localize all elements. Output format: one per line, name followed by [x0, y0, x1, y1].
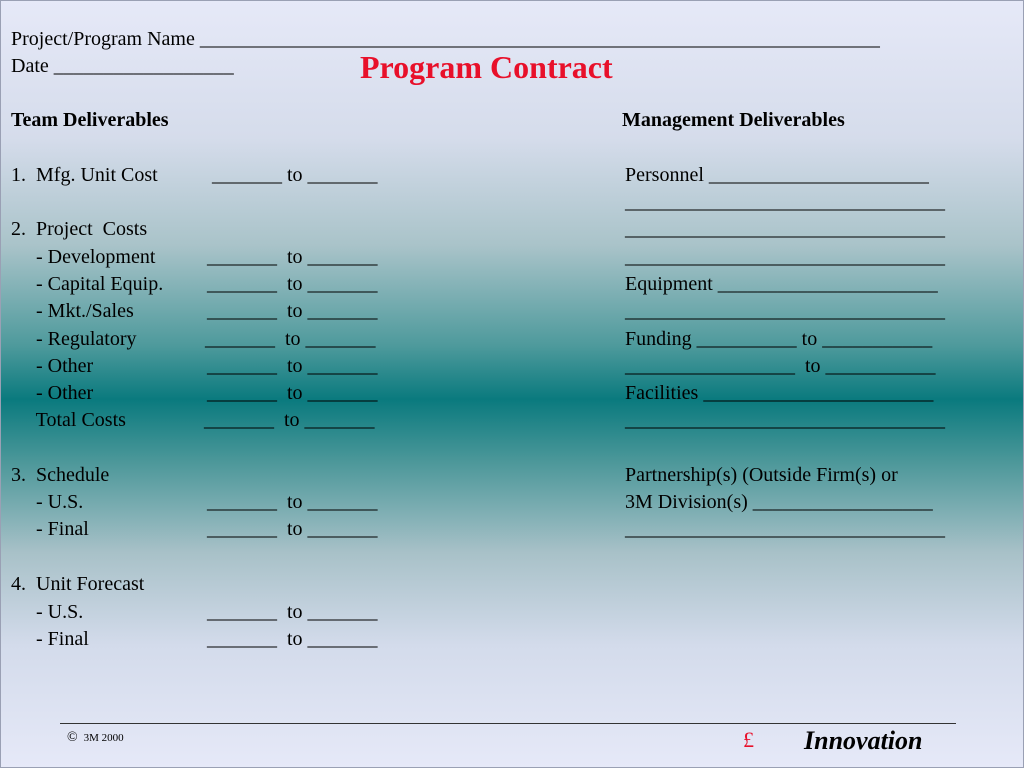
team-item-label: - Final: [11, 518, 89, 540]
project-name-line: Project/Program Name ____________________________________________________________________: [11, 28, 880, 50]
team-item-label: Total Costs: [11, 409, 126, 431]
team-item-label: - Mkt./Sales: [11, 300, 134, 322]
team-item-label: 4. Unit Forecast: [11, 573, 145, 595]
team-item-range: _______ to _______: [207, 246, 378, 268]
management-line: ________________________________: [625, 300, 945, 322]
management-line: Personnel ______________________: [625, 164, 929, 186]
management-line: Partnership(s) (Outside Firm(s) or: [625, 464, 898, 486]
management-line: ________________________________: [625, 191, 945, 213]
management-line: Equipment ______________________: [625, 273, 938, 295]
management-line: ________________________________: [625, 218, 945, 240]
team-item-range: _______ to _______: [207, 382, 378, 404]
team-deliverables-heading: Team Deliverables: [11, 109, 169, 131]
management-line: Funding __________ to ___________: [625, 328, 933, 350]
team-item-range: _______ to _______: [212, 164, 378, 186]
team-item-range: _______ to _______: [207, 273, 378, 295]
management-line: 3M Division(s) __________________: [625, 491, 933, 513]
copyright-notice: [67, 731, 124, 745]
brand-tagline: Innovation: [804, 726, 923, 755]
team-item-label: - Regulatory: [11, 328, 137, 350]
team-item-label: - U.S.: [11, 491, 84, 513]
team-item-range: _______ to _______: [207, 300, 378, 322]
management-deliverables-heading: Management Deliverables: [622, 109, 845, 131]
copyright-text: 3M 2000: [83, 732, 124, 744]
management-line: Facilities _______________________: [625, 382, 934, 404]
footer-rule: [60, 723, 956, 724]
team-item-range: _______ to _______: [204, 409, 375, 431]
team-item-range: _______ to _______: [207, 518, 378, 540]
team-item-range: _______ to _______: [207, 601, 378, 623]
team-item-label: - Development: [11, 246, 156, 268]
copyright-symbol-icon: ©: [67, 730, 78, 745]
team-item-label: 3. Schedule: [11, 464, 110, 486]
management-line: _________________ to ___________: [625, 355, 936, 377]
page-title: Program Contract: [360, 49, 613, 85]
team-item-range: _______ to _______: [205, 328, 376, 350]
team-item-range: _______ to _______: [207, 355, 378, 377]
team-item-label: - Other: [11, 355, 94, 377]
date-line: Date __________________: [11, 55, 234, 77]
management-line: ________________________________: [625, 518, 945, 540]
team-item-label: - U.S.: [11, 601, 84, 623]
pound-symbol-icon: £: [743, 727, 754, 752]
team-item-label: 2. Project Costs: [11, 218, 148, 240]
team-item-range: _______ to _______: [207, 491, 378, 513]
team-item-label: - Final: [11, 628, 89, 650]
team-item-label: - Capital Equip.: [11, 273, 164, 295]
team-item-label: 1. Mfg. Unit Cost: [11, 164, 158, 186]
team-item-label: - Other: [11, 382, 94, 404]
management-line: ________________________________: [625, 409, 945, 431]
management-line: ________________________________: [625, 246, 945, 268]
team-item-range: _______ to _______: [207, 628, 378, 650]
